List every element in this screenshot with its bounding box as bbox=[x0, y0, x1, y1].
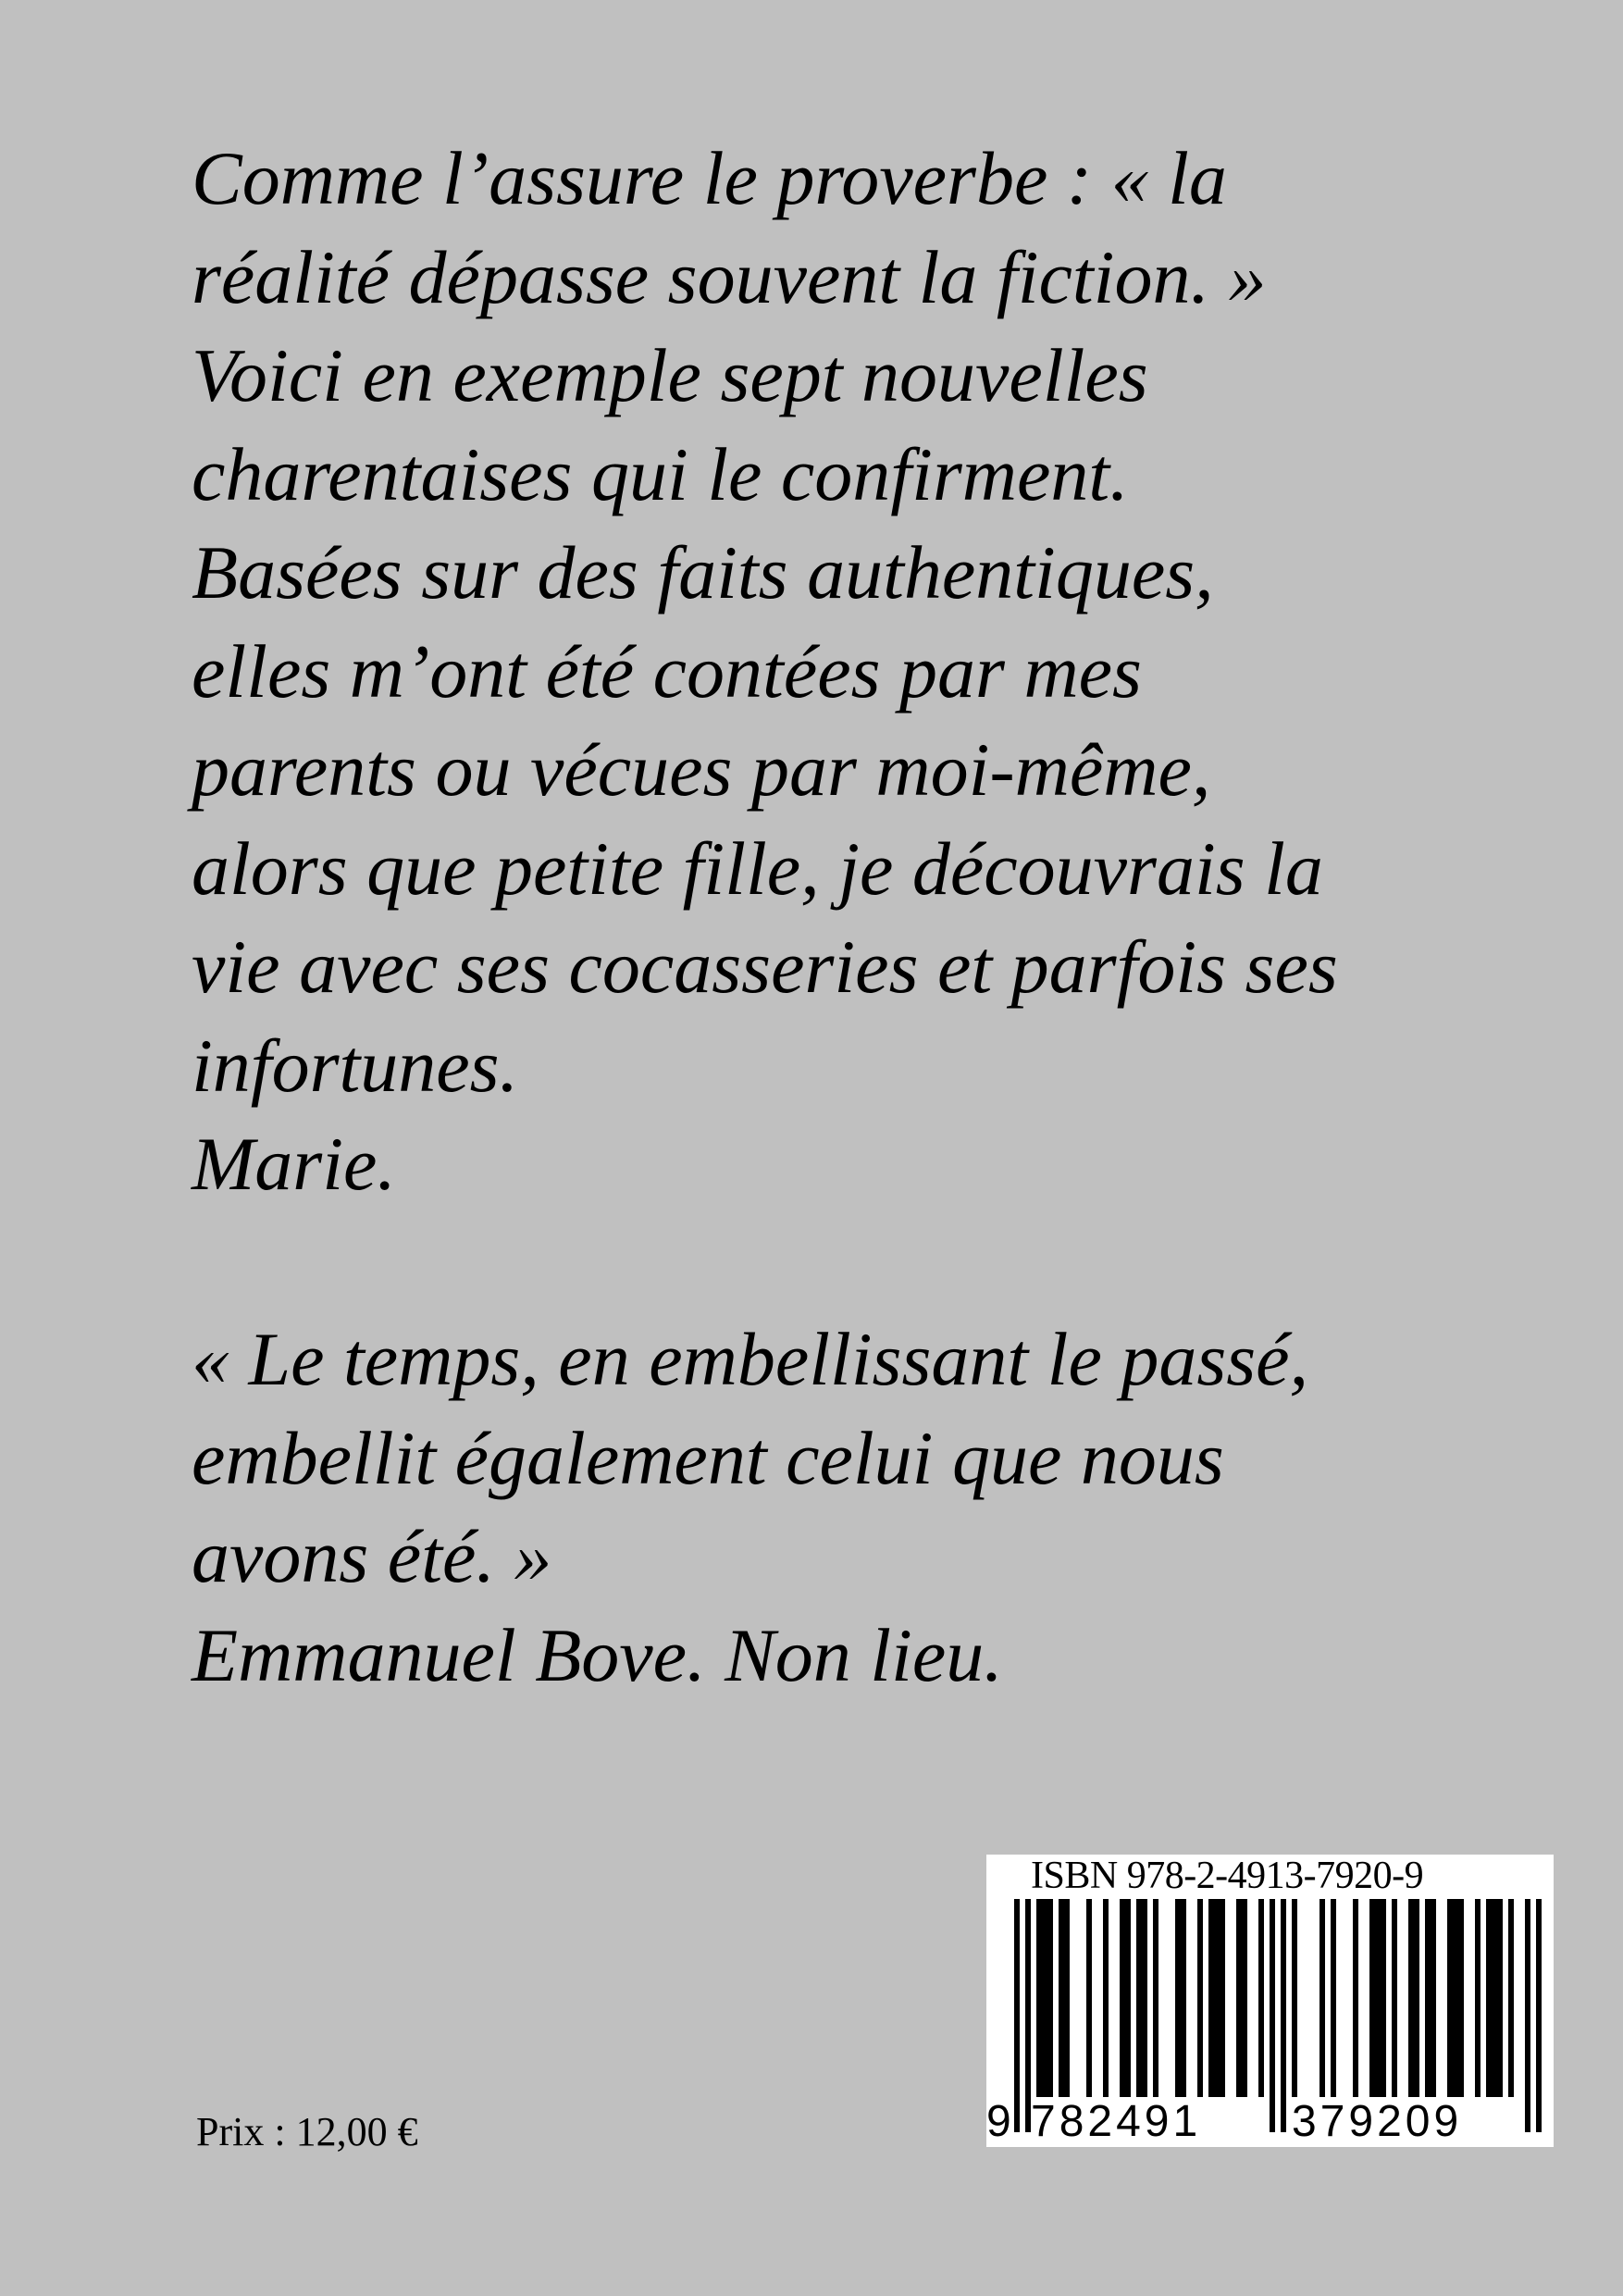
barcode-bar bbox=[1486, 1899, 1492, 2097]
blurb-line: Marie. bbox=[192, 1122, 396, 1206]
barcode-bar bbox=[1064, 1899, 1070, 2097]
barcode-bar bbox=[1236, 1899, 1242, 2097]
barcode-bar bbox=[1014, 1899, 1020, 2132]
barcode-left-digits: 782491 bbox=[1031, 2097, 1202, 2146]
barcode-bar bbox=[1208, 1899, 1214, 2097]
barcode-bar bbox=[1381, 1899, 1386, 2097]
back-cover-blurb bbox=[192, 130, 1533, 1214]
barcode-bar bbox=[1220, 1899, 1225, 2097]
barcode-bar bbox=[1142, 1899, 1147, 2097]
barcode-bar bbox=[1153, 1899, 1158, 2097]
barcode-bar bbox=[1242, 1899, 1247, 2097]
barcode-bar bbox=[1197, 1899, 1203, 2097]
blurb-line: réalité dépasse souvent la fiction. » bbox=[192, 234, 1267, 319]
barcode-bar bbox=[1353, 1899, 1358, 2097]
barcode-bar bbox=[1214, 1899, 1220, 2097]
quote-line: avons été. » bbox=[192, 1514, 552, 1598]
barcode-bar bbox=[1086, 1899, 1092, 2097]
barcode-bar bbox=[1475, 1899, 1481, 2097]
barcode-bar bbox=[1258, 1899, 1264, 2097]
blurb-line: Comme l’assure le proverbe : « la bbox=[192, 136, 1227, 220]
price-label: Prix : 12,00 € bbox=[196, 2109, 418, 2154]
barcode-bar bbox=[1181, 1899, 1186, 2097]
barcode-bar bbox=[1453, 1899, 1458, 2097]
blurb-line: Basées sur des faits authentiques, bbox=[192, 530, 1214, 614]
blurb-line: charentaises qui le confirment. bbox=[192, 431, 1129, 516]
barcode-bar bbox=[1497, 1899, 1503, 2097]
quote-line: « Le temps, en embellissant le passé, bbox=[192, 1317, 1309, 1401]
barcode-bar bbox=[1458, 1899, 1464, 2097]
barcode-bar bbox=[1331, 1899, 1336, 2097]
barcode-bar bbox=[1281, 1899, 1286, 2132]
blurb-line: elles m’ont été contées par mes bbox=[192, 628, 1142, 714]
blurb-line: infortunes. bbox=[192, 1023, 519, 1108]
blurb-line: alors que petite fille, je découvrais la bbox=[192, 825, 1323, 911]
barcode-bar bbox=[1492, 1899, 1497, 2097]
barcode-bar bbox=[1425, 1899, 1431, 2097]
barcode-first-digit: 9 bbox=[986, 2097, 1015, 2146]
barcode-bar bbox=[1319, 1899, 1325, 2097]
epigraph-quote bbox=[192, 1310, 1533, 1705]
barcode-bar bbox=[1369, 1899, 1375, 2097]
quote-line: embellit également celui que nous bbox=[192, 1415, 1224, 1500]
blurb-line: Voici en exemple sept nouvelles bbox=[192, 333, 1148, 417]
barcode-bar bbox=[1414, 1899, 1419, 2097]
blurb-line: vie avec ses cocasseries et parfois ses bbox=[192, 925, 1338, 1009]
blurb-line: parents ou vécues par moi-même, bbox=[192, 727, 1211, 812]
isbn-label: ISBN 978-2-4913-7920-9 bbox=[1031, 1855, 1424, 1897]
barcode-bar bbox=[1036, 1899, 1042, 2097]
isbn-barcode bbox=[986, 1855, 1554, 2147]
barcode-bar bbox=[1042, 1899, 1047, 2097]
barcode-bar bbox=[1508, 1899, 1514, 2097]
quote-line: Emmanuel Bove. Non lieu. bbox=[192, 1612, 1003, 1697]
barcode-bar bbox=[1125, 1899, 1131, 2097]
barcode-bar bbox=[1270, 1899, 1275, 2132]
barcode-bar bbox=[1047, 1899, 1053, 2097]
barcode-bar bbox=[1175, 1899, 1181, 2097]
barcode-bar bbox=[1120, 1899, 1125, 2097]
barcode-bar bbox=[1408, 1899, 1414, 2097]
barcode-bar bbox=[1103, 1899, 1109, 2097]
barcode-bar bbox=[1392, 1899, 1397, 2097]
barcode-bar bbox=[1447, 1899, 1453, 2097]
barcode-bar bbox=[1292, 1899, 1297, 2097]
barcode-bar bbox=[1375, 1899, 1381, 2097]
barcode-bar bbox=[1536, 1899, 1542, 2132]
barcode-bar bbox=[1525, 1899, 1530, 2132]
barcode-right-digits: 379209 bbox=[1292, 2097, 1463, 2146]
barcode-bar bbox=[1431, 1899, 1436, 2097]
barcode-bar bbox=[1059, 1899, 1064, 2097]
barcode-bar bbox=[1136, 1899, 1142, 2097]
